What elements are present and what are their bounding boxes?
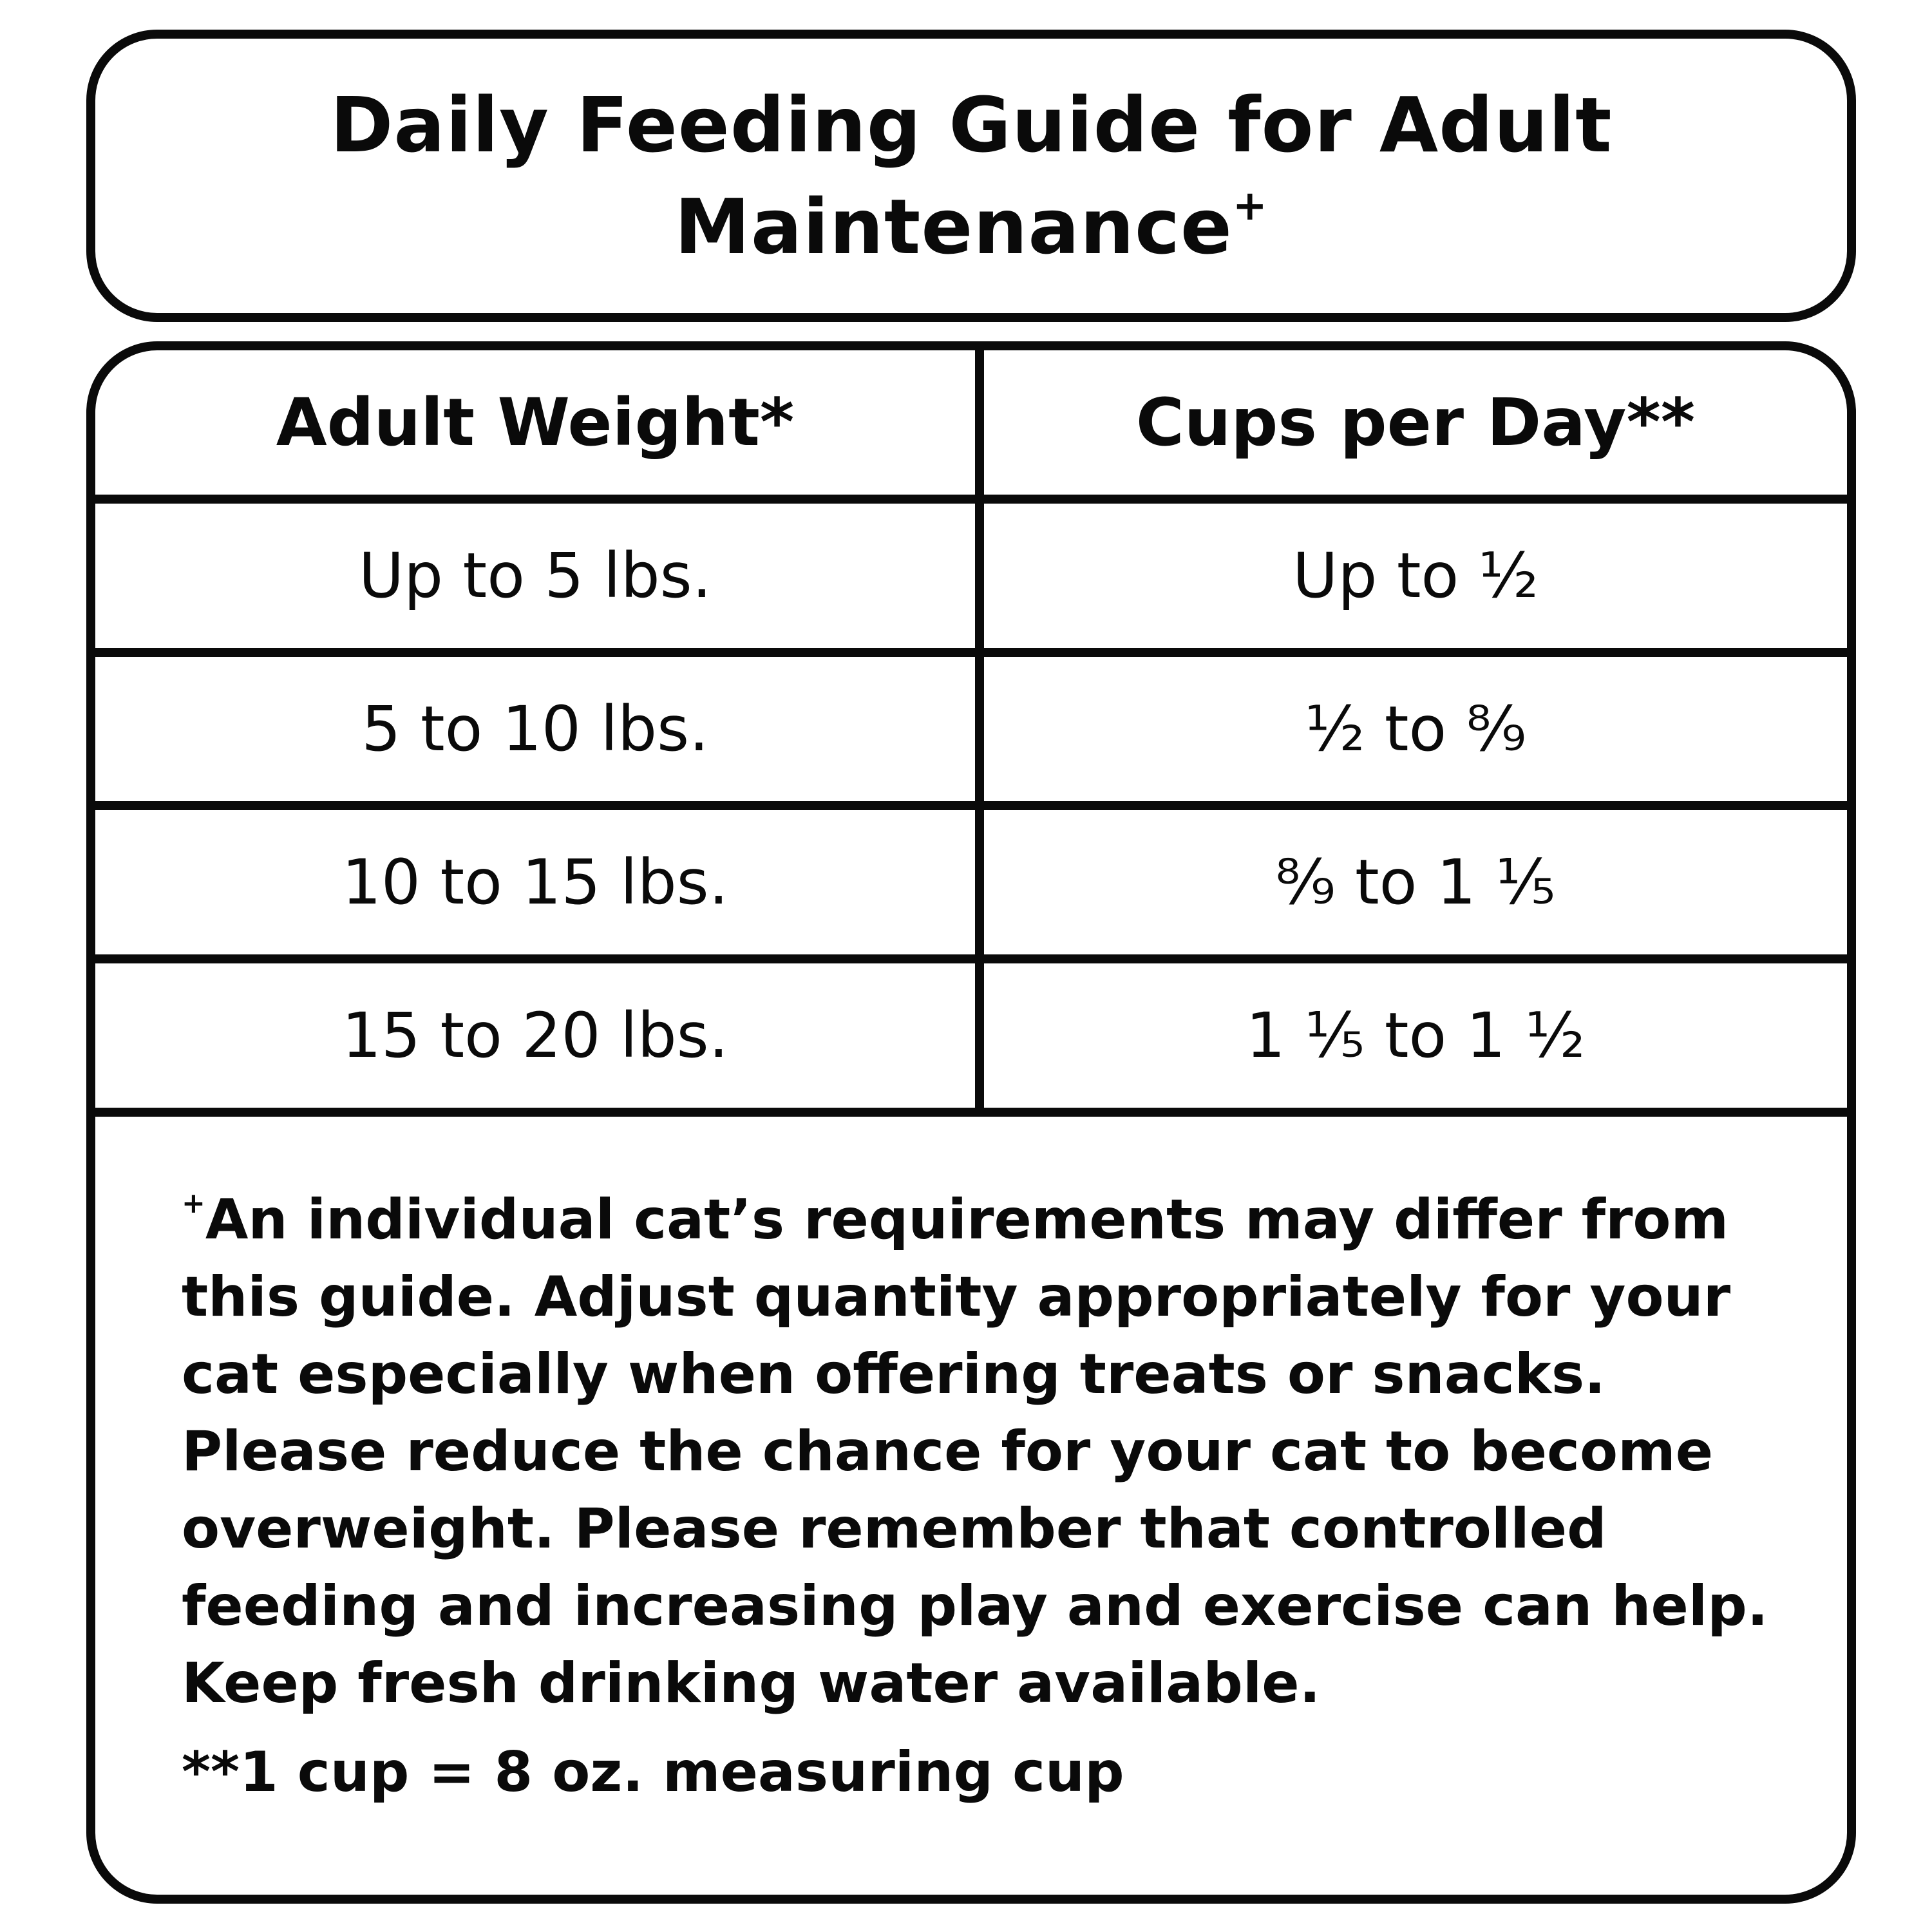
header-cups-per-day: Cups per Day** <box>1135 384 1696 461</box>
table-row <box>95 504 1847 657</box>
footnote-marker: + <box>182 1187 205 1220</box>
title-text: Daily Feeding Guide for Adult Maintenance <box>330 80 1613 271</box>
cups-cell: ⁸⁄₉ to 1 ⅕ <box>1275 846 1556 918</box>
cups-cell: Up to ½ <box>1293 540 1539 612</box>
footnote-text: An individual cat’s requirements may differ from this guide. Adjust quantity appropriately for your cat especially when offering treats or snacks. Please reduce the chance for your cat to become overweight. Please remember that controlled feeding and increasing play and exercise can help. Keep fresh drinking water available. <box>182 1188 1768 1716</box>
footnotes <box>182 1181 1817 1811</box>
page-title <box>95 74 1847 278</box>
header-adult-weight: Adult Weight* <box>95 350 984 495</box>
title-marker: + <box>1232 182 1268 230</box>
cups-cell: ½ to ⁸⁄₉ <box>1305 693 1526 765</box>
weight-cell: Up to 5 lbs. <box>95 504 984 648</box>
table-header-row <box>95 350 1847 504</box>
title-box <box>86 30 1856 322</box>
feeding-table-box <box>86 341 1856 1904</box>
table-row <box>95 810 1847 963</box>
cups-cell: 1 ⅕ to 1 ½ <box>1245 999 1586 1072</box>
feeding-table <box>95 350 1847 1117</box>
weight-cell: 5 to 10 lbs. <box>95 657 984 801</box>
table-row <box>95 657 1847 810</box>
footnote-main <box>182 1181 1817 1722</box>
weight-cell: 10 to 15 lbs. <box>95 810 984 954</box>
footnote-cup-measure: **1 cup = 8 oz. measuring cup <box>182 1740 1124 1804</box>
table-row <box>95 963 1847 1117</box>
weight-cell: 15 to 20 lbs. <box>95 963 984 1108</box>
